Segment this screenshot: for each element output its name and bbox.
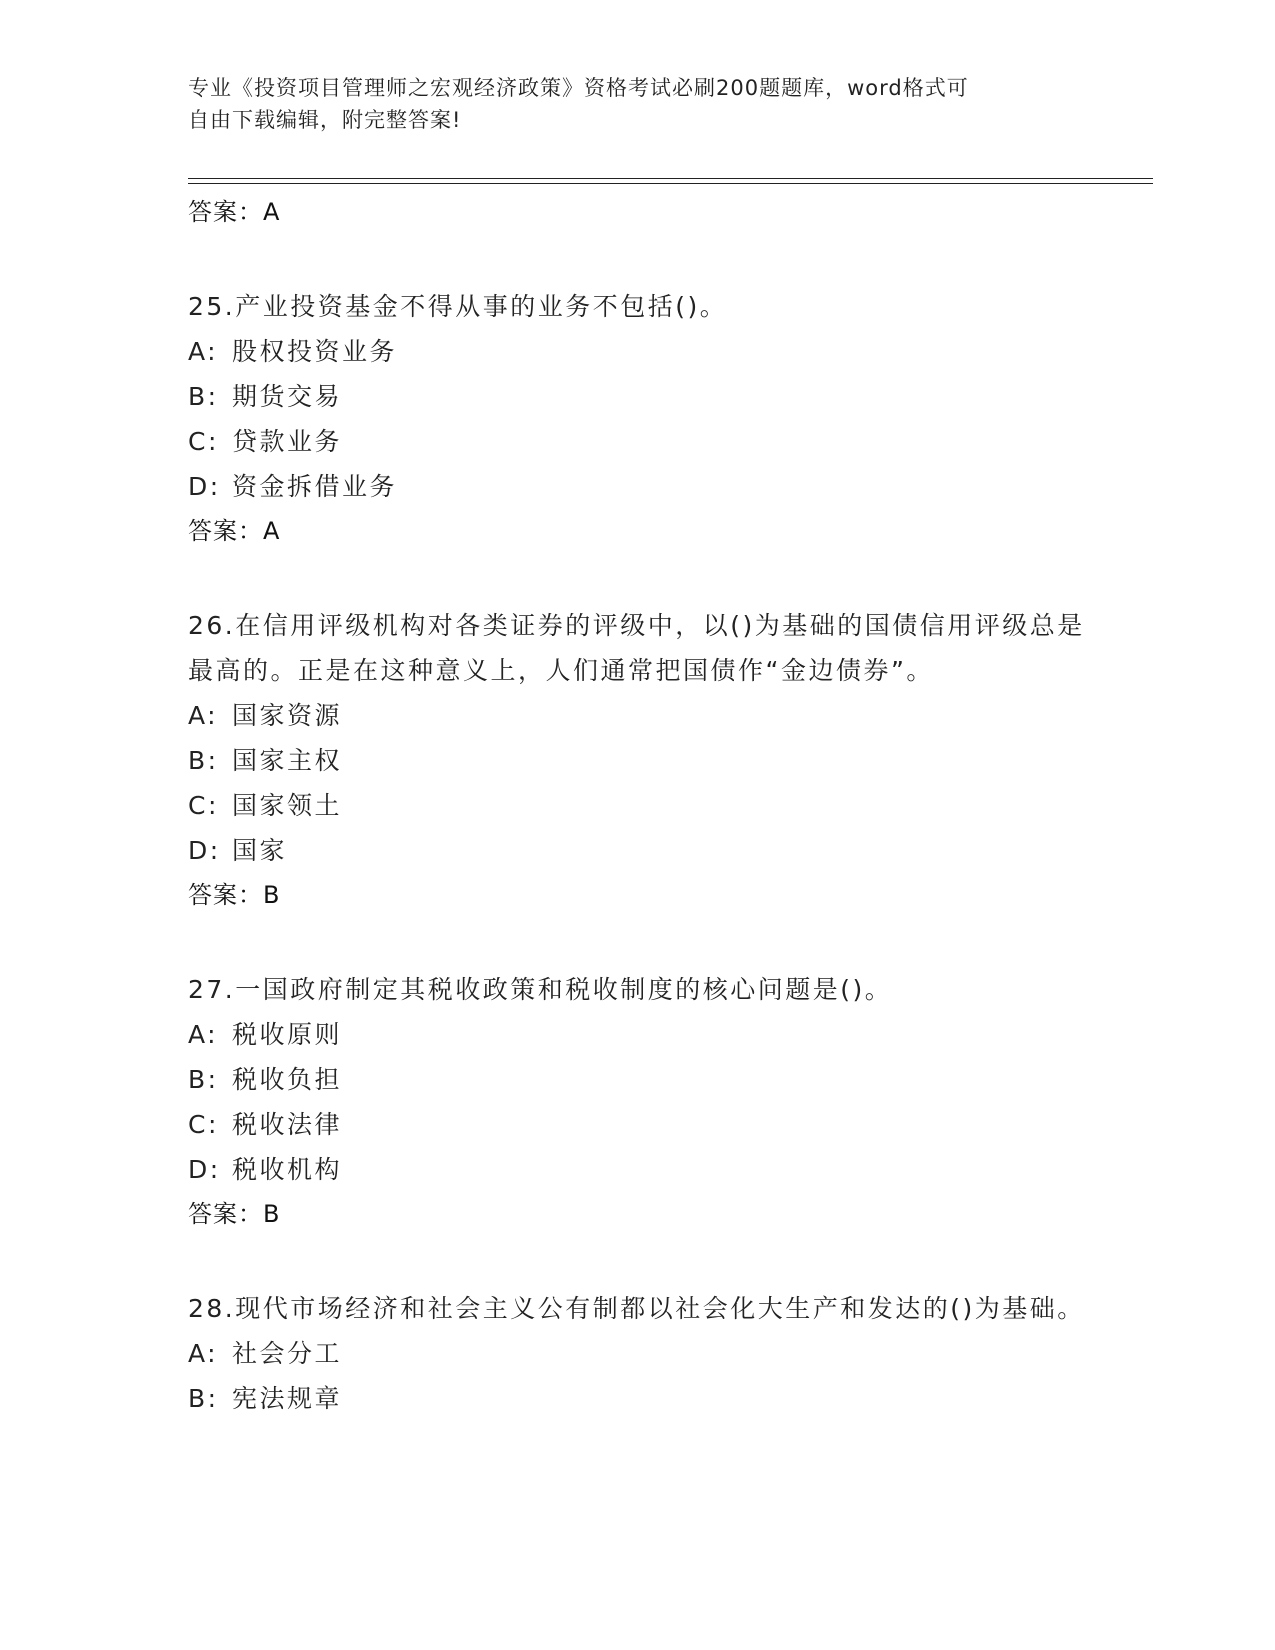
- option-text: 国家领土: [232, 791, 343, 820]
- option-text: 税收法律: [232, 1110, 343, 1139]
- question-stem: 26.在信用评级机构对各类证券的评级中，以()为基础的国债信用评级总是最高的。正是在这种意义上，人们通常把国债作“金边债券”。: [188, 611, 1085, 685]
- header-line-2: 自由下载编辑，附完整答案!: [188, 108, 462, 132]
- option-d: [188, 464, 1088, 509]
- question-stem: 28.现代市场经济和社会主义公有制都以社会化大生产和发达的()为基础。: [188, 1294, 1085, 1323]
- option-letter: D:: [188, 836, 221, 865]
- option-text: 贷款业务: [232, 427, 343, 456]
- option-text: 税收机构: [232, 1155, 343, 1184]
- document-header: [188, 72, 1088, 136]
- question-item: [188, 967, 1088, 1236]
- question-list: [188, 190, 1088, 1421]
- question-stem: 27.一国政府制定其税收政策和税收制度的核心问题是()。: [188, 975, 893, 1004]
- option-letter: B:: [188, 1384, 219, 1413]
- option-letter: C:: [188, 1110, 219, 1139]
- answer-line: 答案：B: [188, 1200, 281, 1228]
- option-letter: A:: [188, 1339, 219, 1368]
- option-letter: C:: [188, 791, 219, 820]
- question-spacer: [188, 553, 1088, 603]
- option-c: [188, 1102, 1088, 1147]
- option-b: [188, 374, 1088, 419]
- option-text: 股权投资业务: [232, 337, 398, 366]
- option-a: [188, 1012, 1088, 1057]
- option-letter: B:: [188, 746, 219, 775]
- option-letter: C:: [188, 427, 219, 456]
- answer-line: 答案：A: [188, 517, 281, 545]
- option-text: 资金拆借业务: [232, 472, 398, 501]
- option-text: 期货交易: [232, 382, 343, 411]
- option-text: 社会分工: [232, 1339, 343, 1368]
- option-letter: A:: [188, 337, 219, 366]
- question-spacer: [188, 234, 1088, 284]
- question-item: [188, 1286, 1088, 1421]
- option-d: [188, 828, 1088, 873]
- option-letter: D:: [188, 1155, 221, 1184]
- question-stem: 25.产业投资基金不得从事的业务不包括()。: [188, 292, 728, 321]
- option-letter: A:: [188, 1020, 219, 1049]
- header-line-1: 专业《投资项目管理师之宏观经济政策》资格考试必刷200题题库，word格式可: [188, 76, 969, 100]
- option-d: [188, 1147, 1088, 1192]
- option-a: [188, 693, 1088, 738]
- option-letter: B:: [188, 1065, 219, 1094]
- option-text: 税收负担: [232, 1065, 343, 1094]
- option-c: [188, 419, 1088, 464]
- option-b: [188, 1057, 1088, 1102]
- option-text: 国家资源: [232, 701, 343, 730]
- option-a: [188, 1331, 1088, 1376]
- question-item: [188, 603, 1088, 917]
- question-item: [188, 284, 1088, 553]
- option-letter: B:: [188, 382, 219, 411]
- option-c: [188, 783, 1088, 828]
- header-divider-top: [188, 178, 1153, 179]
- header-divider-bottom: [188, 183, 1153, 184]
- option-text: 税收原则: [232, 1020, 343, 1049]
- answer-line: 答案：B: [188, 881, 281, 909]
- answer-line: 答案：A: [188, 198, 281, 226]
- option-b: [188, 738, 1088, 783]
- option-b: [188, 1376, 1088, 1421]
- option-a: [188, 329, 1088, 374]
- option-text: 国家: [232, 836, 288, 865]
- question-spacer: [188, 917, 1088, 967]
- option-letter: D:: [188, 472, 221, 501]
- question-spacer: [188, 1236, 1088, 1286]
- option-letter: A:: [188, 701, 219, 730]
- option-text: 宪法规章: [232, 1384, 343, 1413]
- option-text: 国家主权: [232, 746, 343, 775]
